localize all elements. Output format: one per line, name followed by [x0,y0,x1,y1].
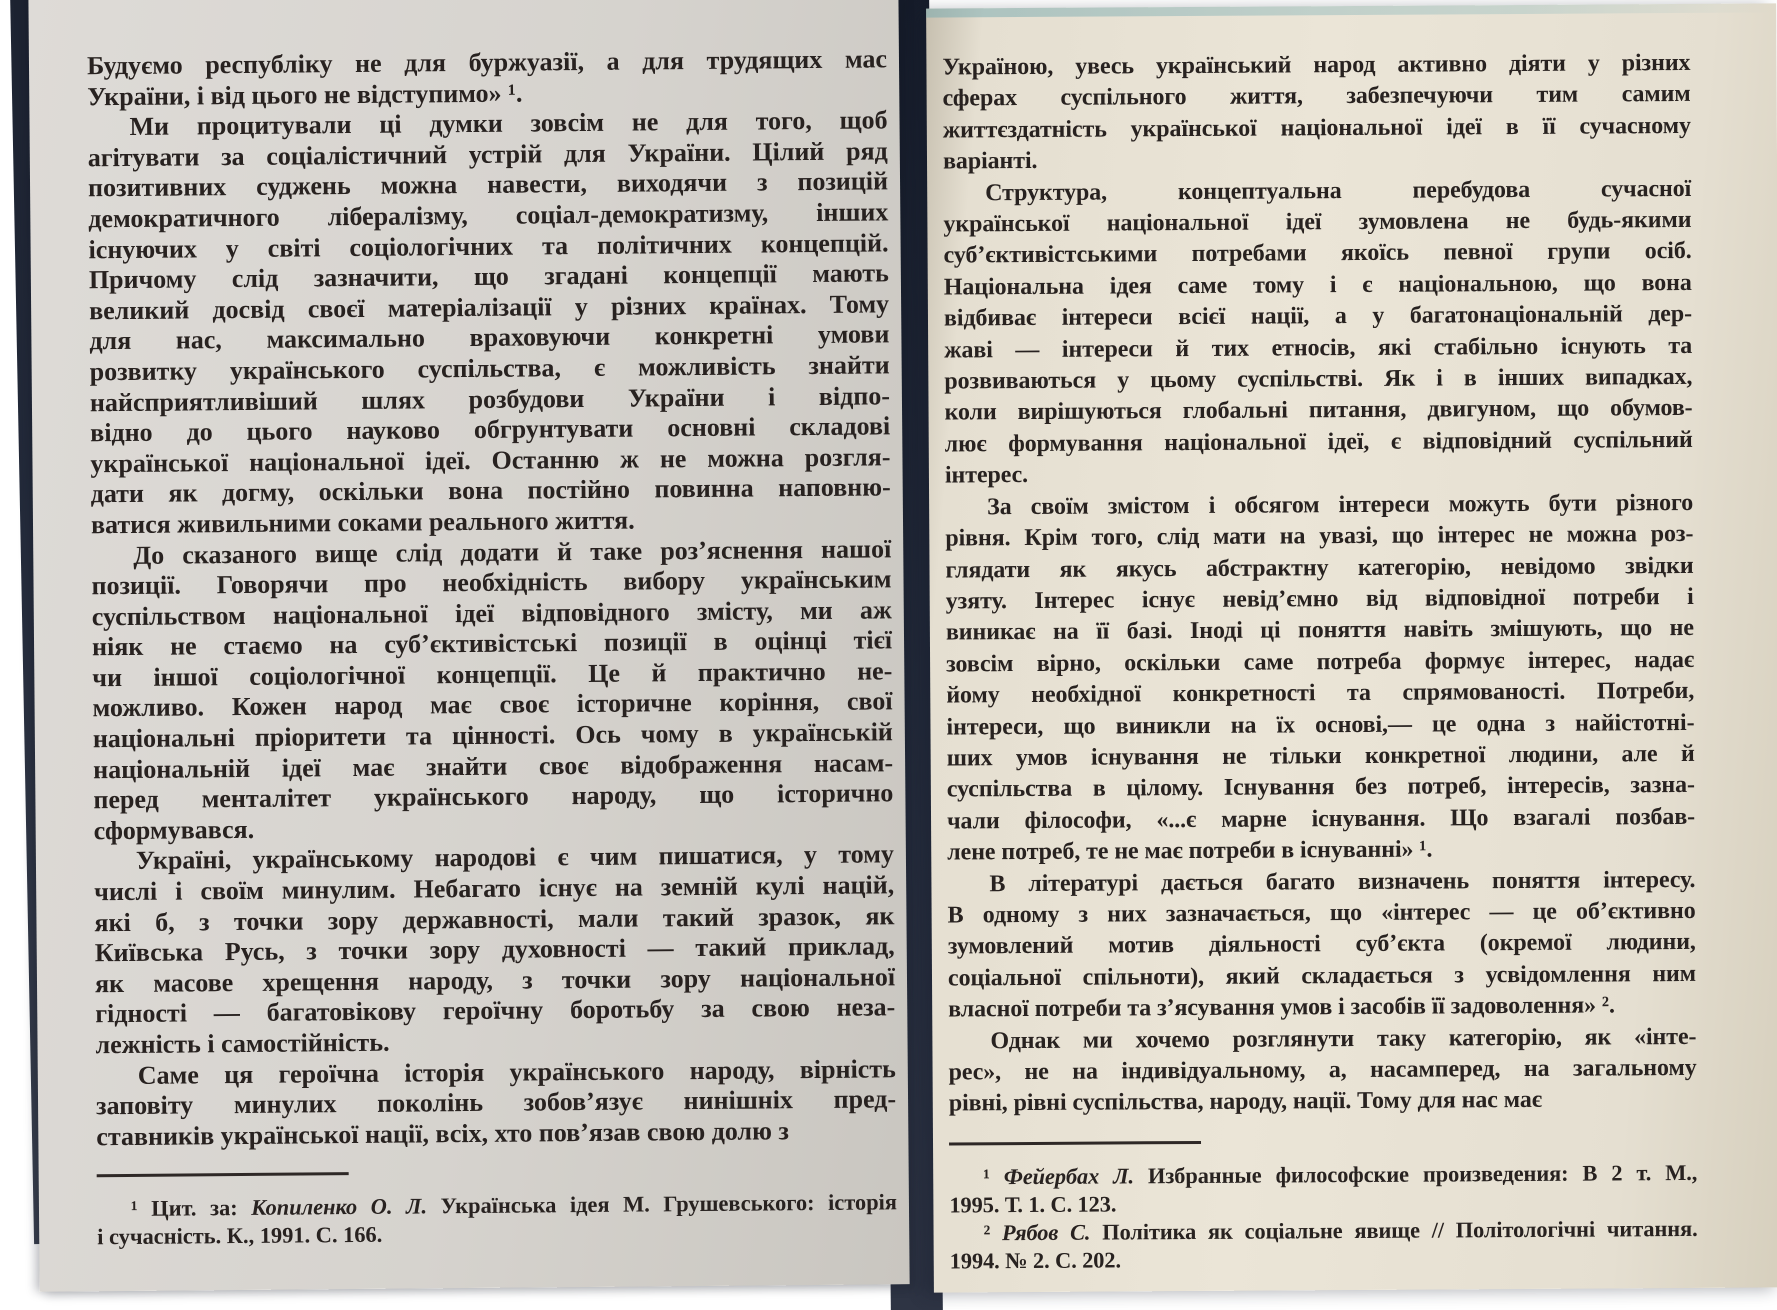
page-text-right [942,48,1697,1275]
text-line: інтерес. [944,462,1029,489]
text-line: ніяк не стаємо на суб’єктивістські позиції в оцінці тієї [91,625,893,662]
footnote-line: ¹ Цит. за: Копиленко О. Л. Українська ідея М. Грушевського: історія [130,1189,898,1222]
text-line: зумовлений мотив діяльності суб’єкта (окремої людини, [947,929,1696,960]
text-line: узяту. Інтерес існує невід’ємно від відповідної потреби і [945,583,1694,615]
text-line: йому необхідної конкретності та спрямованості. Потреби, [946,678,1695,709]
text-line: для нас, максимально враховуючи конкретні умови [89,319,890,356]
text-line: лене потреб, те не має потреби в існуванні» ¹. [947,836,1433,866]
text-line: чи іншої соціологічної концепції. Це й практично не- [92,656,893,693]
text-line: позитивних суджень можна навести, виходячи з позицій [87,166,889,203]
footnotes-block [949,1159,1698,1276]
text-line: рівня. Крім того, слід мати на увазі, що інтерес не можна роз- [945,521,1694,552]
text-line: Ми процитували ці думки зовсім не для того, щоб [129,105,888,142]
text-line: розвитку українського суспільства, є можливість знайти [89,350,890,387]
text-line: ших умов існування не тільки конкретної людини, але й [946,740,1695,772]
book-page-left [28,0,909,1292]
footnote-line: 1995. Т. 1. С. 123. [949,1191,1117,1218]
text-line: національній ідеї має знайти своє відображення насам- [93,747,894,784]
text-line: розвиваються у цьому суспільстві. Як і в інших випадках, [944,363,1693,395]
text-line: глядати як якусь абстрактну категорію, невідомо звідки [945,552,1694,583]
text-line: найсприятливіший шлях розбудови України і відпо- [89,380,891,417]
text-line: української національної ідеї. Останню ж не можна розгля- [90,442,891,479]
footnote-line: ² Рябов С. Політика як соціальне явище // Політологічні читання. [983,1215,1698,1246]
text-line: виникає на її базі. Іноді ці поняття навіть змішують, що не [945,615,1694,646]
text-line: коли вирішуються глобальні питання, двигуном, що обумов- [944,395,1693,426]
footnote-divider [949,1141,1201,1146]
text-line: української національної ідеї зумовлена не будь-якими [943,206,1692,238]
text-line: гідності — багатовікову героїчну боротьбу за свою неза- [95,992,896,1029]
text-line: варіанті. [942,148,1038,175]
text-line: лює формування національної ідеї, є відповідний суспільний [944,426,1693,458]
text-line: суб’єктивістськими потребами якоїсь певної групи осіб. [943,238,1692,269]
text-line: Україні, українському народові є чим пишатися, у тому [135,839,895,876]
text-line: Київська Русь, з точки зору духовності — такий приклад, [94,931,895,968]
footnote-divider [97,1172,349,1177]
text-line: жаві — інтереси й тих етносів, які стабільно існують та [944,332,1693,364]
text-line: можливо. Кожен народ має своє історичне коріння, свої [92,686,893,723]
footnote-line: ¹ Фейербах Л. Избранные философские произведения: В 2 т. М., [983,1159,1698,1190]
text-line: сферах суспільного життя, забезпечуючи тим самим [942,81,1691,112]
text-line: агітувати за соціалістичний устрій для України. Цілий ряд [87,136,888,173]
footnote-line: 1994. № 2. С. 202. [949,1247,1122,1274]
text-line: Будуємо республіку не для буржуазії, а для трудящих мас [86,44,888,81]
footnotes-block [97,1189,897,1252]
book-page-right [926,3,1777,1292]
text-line: позиції. Говорячи про необхідність вибору українським [91,564,892,601]
text-line: заповіту минулих поколінь зобов’язує нинішніх пред- [95,1084,897,1121]
text-line: ватися живильними соками реального життя. [90,505,635,540]
page-top-edge-tint [926,3,1776,17]
text-line: сформувався. [93,814,255,846]
text-line: В одному з них зазначається, що «інтерес — це об’єктивно [947,897,1696,929]
text-line: Україною, увесь український народ активно діяти у різних [942,49,1691,81]
text-line: суспільства в цілому. Існування без потреб, інтересів, зазна- [946,772,1695,803]
text-line: зовсім вірно, оскільки саме потреба формує інтерес, надає [946,646,1695,678]
text-line: Причому слід зазначити, що згадані концепції мають [88,258,889,295]
text-line: чали філософи, «...є марне існування. Що взагалі позбав- [946,803,1696,835]
text-line: існуючих у світі соціологічних та політичних концепцій. [88,227,889,264]
text-line: Однак ми хочемо розглянути таку категорію, як «інте- [990,1023,1697,1054]
text-line: Національна ідея саме тому і є національною, що вона [943,269,1692,301]
text-line: інтереси, що виникли на їх основі,— це одна з найістотні- [946,709,1695,741]
text-line: рес», не на індивідуальному, а, насамперед, на загальному [948,1054,1697,1086]
text-line: життєздатність української національної ідеї в її сучасному [942,112,1691,144]
page-text-left [87,44,897,1251]
text-line: соціальної спільноти), який складається з усвідомлення ним [947,960,1697,992]
text-line: які б, з точки зору державності, мали такий зразок, як [94,900,895,937]
text-line: суспільством національної ідеї відповідного змісту, ми аж [91,594,892,631]
text-line: ставників української нації, всіх, хто пов’язав свою долю з [96,1116,790,1152]
text-line: національні пріоритети та цінності. Ось чому в українській [92,717,893,754]
text-line: перед менталітет українського народу, що історично [93,778,894,815]
text-line: дати як догму, оскільки вона постійно повинна наповню- [90,472,891,509]
text-line: За своїм змістом і обсягом інтереси можуть бути різного [987,489,1694,520]
text-line: лежність і самостійність. [95,1027,390,1060]
text-line: як масове хрещення народу, з точки зору національної [94,962,896,999]
text-line: демократичного лібералізму, соціал-демократизму, інших [88,197,889,234]
text-line: відно до цього науково обгрунтувати основні складові [90,411,891,448]
text-line: До сказаного вище слід додати й таке роз’яснення нашої [133,533,892,570]
text-line: В літературі дається багато визначень поняття інтересу. [989,866,1696,897]
text-line: великий досвід своєї матеріалізації у різних країнах. Тому [89,289,890,326]
text-line: Структура, концептуальна перебудова сучасної [985,175,1692,206]
text-line: власної потреби та з’ясування умов і засобів її задоволення» ². [948,992,1615,1023]
text-line: Саме ця героїчна історія українського народу, вірність [137,1053,896,1090]
text-line: рівні, рівні суспільства, народу, нації. Тому для нас має [948,1087,1543,1117]
text-line: України, і від цього не відступимо» ¹. [87,78,523,111]
text-line: числі і своїм минулим. Небагато існує на земній кулі націй, [94,870,895,907]
text-line: відбиває інтереси всієї нації, а у багатонаціональній дер- [943,301,1693,332]
footnote-line: і сучасність. К., 1991. С. 166. [97,1222,383,1250]
